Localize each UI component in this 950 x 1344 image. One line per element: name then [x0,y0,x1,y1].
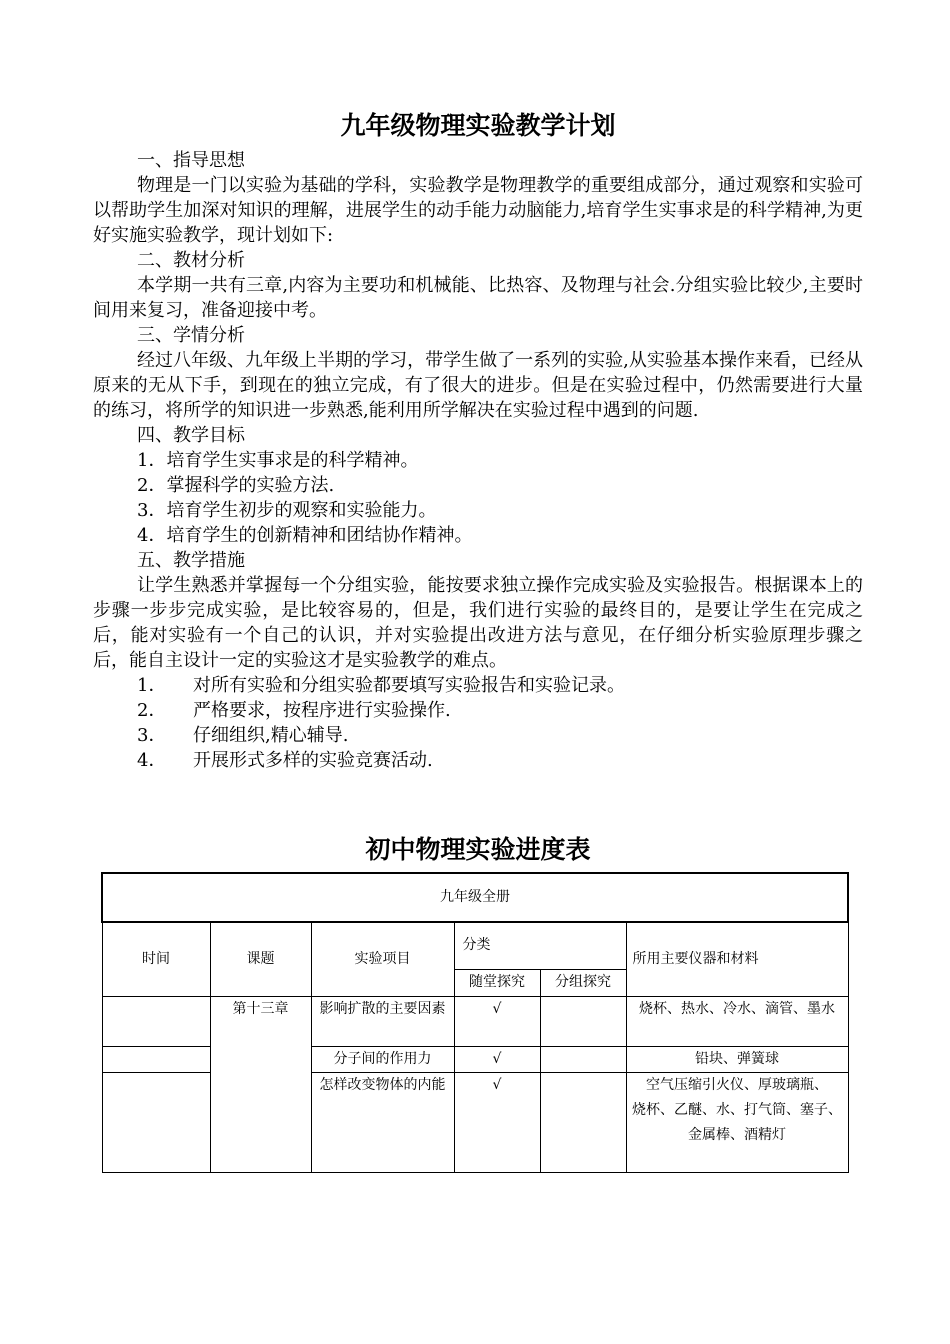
time-cell [102,1072,210,1172]
section-text-students: 经过八年级、九年级上半期的学习，带学生做了一系列的实验,从实验基本操作来看，已经从原来的无从下手，到现在的独立完成，有了很大的进步。但是在实验过程中，仍然需要进行大量的练习，将所学的知识进一步熟悉,能利用所学解决在实验过程中遇到的问题. [93,350,863,421]
table-title: 初中物理实验进度表 [365,835,591,864]
project-cell: 影响扩散的主要因素 [311,996,454,1046]
header-group: 分组探究 [540,969,626,996]
header-materials: 所用主要仪器和材料 [626,922,848,996]
measure-number: 4． [137,750,167,771]
section-heading-measures: 五、教学措施 [137,550,245,571]
section-text-guiding: 物理是一门以实验为基础的学科，实验教学是物理教学的重要组成部分，通过观察和实验可以帮助学生加深对知识的理解，进展学生的动手能力动脑能力,培育学生实事求是的科学精神,为更好实施实验教学，现计划如下: [93,175,863,246]
in-class-cell: √ [454,996,540,1046]
project-cell: 分子间的作用力 [311,1046,454,1072]
section-text-materials: 本学期一共有三章,内容为主要功和机械能、比热容、及物理与社会.分组实验比较少,主要时间用来复习，准备迎接中考。 [93,275,863,321]
goal-item: 1．培育学生实事求是的科学精神。 [137,450,419,471]
measure-item [93,698,863,723]
document-title: 九年级物理实验教学计划 [340,111,616,140]
header-project: 实验项目 [311,922,454,996]
group-cell [540,996,626,1046]
time-cell [102,1046,210,1072]
materials-cell: 烧杯、热水、冷水、滴管、墨水 [626,996,848,1046]
materials-line: 烧杯、乙醚、水、打气筒、塞子、金属棒、酒精灯 [632,1101,842,1143]
group-cell [540,1072,626,1172]
project-cell: 怎样改变物体的内能 [311,1072,454,1172]
header-time: 时间 [102,922,210,996]
header-topic: 课题 [210,922,311,996]
experiment-schedule-table [101,872,849,1173]
measure-item [93,673,863,698]
materials-cell [626,1072,848,1172]
measure-text: 仔细组织,精心辅导. [193,725,349,746]
grade-header-cell: 九年级全册 [102,873,848,922]
header-category: 分类 [454,922,626,969]
measure-item [93,748,863,773]
measure-text: 严格要求，按程序进行实验操作. [193,700,451,721]
section-heading-guiding: 一、指导思想 [137,150,245,171]
goal-item: 4．培育学生的创新精神和团结协作精神。 [137,525,473,546]
chapter-cell: 第十三章 [210,996,311,1172]
measure-text: 对所有实验和分组实验都要填写实验报告和实验记录。 [193,675,625,696]
section-heading-materials: 二、教材分析 [137,250,245,271]
in-class-cell: √ [454,1072,540,1172]
section-heading-students: 三、学情分析 [137,325,245,346]
measure-text: 开展形式多样的实验竞赛活动. [193,750,433,771]
measure-number: 3． [137,725,167,746]
group-cell [540,1046,626,1072]
measure-number: 1． [137,675,167,696]
materials-cell: 铅块、弹簧球 [626,1046,848,1072]
section-heading-goals: 四、教学目标 [137,425,245,446]
measure-number: 2． [137,700,167,721]
section-text-measures: 让学生熟悉并掌握每一个分组实验，能按要求独立操作完成实验及实验报告。根据课本上的步骤一步步完成实验，是比较容易的，但是，我们进行实验的最终目的，是要让学生在完成之后，能对实验有一个自己的认识，并对实验提出改进方法与意见，在仔细分析实验原理步骤之后，能自主设计一定的实验这才是实验教学的难点。 [93,575,863,671]
goal-item: 3．培育学生初步的观察和实验能力。 [137,500,437,521]
goal-item: 2．掌握科学的实验方法. [137,475,335,496]
materials-line: 空气压缩引火仪、厚玻璃瓶、 [646,1076,828,1093]
header-in-class: 随堂探究 [454,969,540,996]
in-class-cell: √ [454,1046,540,1072]
time-cell [102,996,210,1046]
document-body [93,148,863,773]
measure-item [93,723,863,748]
